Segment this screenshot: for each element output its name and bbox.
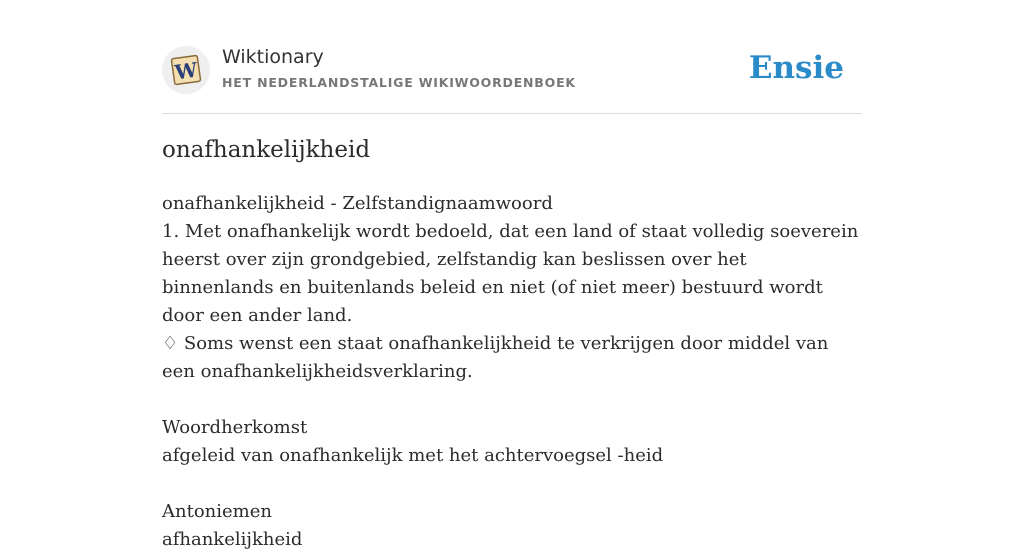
etymology-text: afgeleid van onafhankelijk met het achtervoegsel -heid xyxy=(162,445,664,466)
wiktionary-logo-icon[interactable] xyxy=(162,46,210,94)
logo-tile-icon xyxy=(168,52,204,88)
site-subtitle: HET NEDERLANDSTALIGE WIKIWOORDENBOEK xyxy=(222,75,576,90)
page-title: onafhankelijkheid xyxy=(162,137,371,163)
example-1: ♢ Soms wenst een staat onafhankelijkheid te verkrijgen door middel van een onafhankelijkheidsverklaring. xyxy=(162,333,829,382)
article-content xyxy=(162,190,862,554)
word-type-line: onafhankelijkheid - Zelfstandignaamwoord xyxy=(162,193,553,214)
site-name[interactable]: Wiktionary xyxy=(222,46,324,68)
spacer xyxy=(162,470,862,498)
site-header xyxy=(162,40,862,114)
etymology-heading: Woordherkomst xyxy=(162,417,308,438)
ensie-logo-link[interactable]: Ensie xyxy=(748,50,844,86)
antonyms-text: afhankelijkheid xyxy=(162,529,303,550)
spacer xyxy=(162,386,862,414)
antonyms-heading: Antoniemen xyxy=(162,501,272,522)
definition-1: 1. Met onafhankelijk wordt bedoeld, dat een land of staat volledig soeverein heerst over zijn grondgebied, zelfstandig kan beslissen over het binnenlands en buitenlands beleid en niet (of niet meer) bestuurd wordt door een ander land. xyxy=(162,221,859,326)
logo-letter: W xyxy=(173,57,199,85)
